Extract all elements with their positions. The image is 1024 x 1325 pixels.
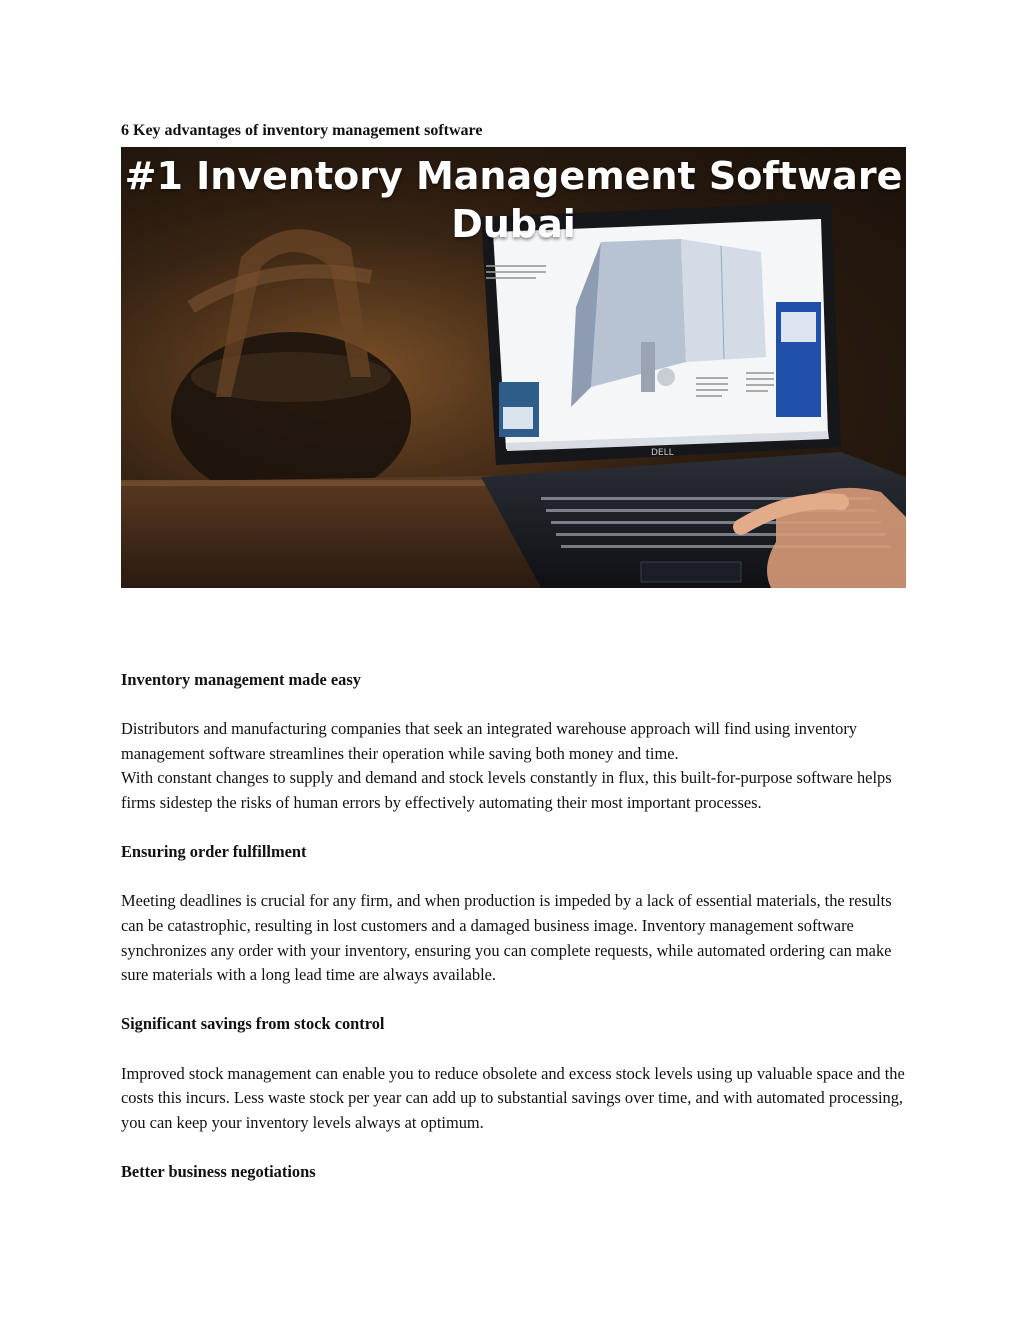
section-heading: Inventory management made easy — [121, 670, 361, 689]
document-title: 6 Key advantages of inventory management software — [121, 122, 483, 139]
hero-headline-line1: #1 Inventory Management Software — [124, 154, 903, 198]
section-heading: Better business negotiations — [121, 1161, 316, 1181]
section-paragraph: Meeting deadlines is crucial for any firm, and when production is impeded by a lack of essential materials, the results can be catastrophic, resulting in lost customers and a damaged business image. Inventory management software synchronizes any order with your inventory, ensuring you can complete requests, while automated ordering can make sure materials with a long lead time are always available. — [121, 891, 892, 985]
section-paragraph: Distributors and manufacturing companies that seek an integrated warehouse approach will find using inventory management software streamlines their operation while saving both money and time. — [121, 719, 858, 763]
section-heading: Significant savings from stock control — [121, 1014, 385, 1034]
section-paragraph: With constant changes to supply and demand and stock levels constantly in flux, this built-for-purpose software helps firms sidestep the risks of human errors by effectively automating their most important processes. — [121, 768, 892, 812]
section-paragraph: Improved stock management can enable you to reduce obsolete and excess stock levels using up valuable space and the costs this incurs. Less waste stock per year can add up to substantial savings over time, and with automated processing, you can keep your inventory levels always at optimum. — [121, 1063, 905, 1132]
hero-image — [121, 147, 906, 588]
hero-headline-line2: Dubai — [451, 201, 576, 246]
article-body — [121, 668, 906, 1184]
hero-headline — [121, 153, 906, 248]
laptop-brand-logo: DELL — [651, 448, 674, 458]
section-heading: Ensuring order fulfillment — [121, 842, 307, 862]
